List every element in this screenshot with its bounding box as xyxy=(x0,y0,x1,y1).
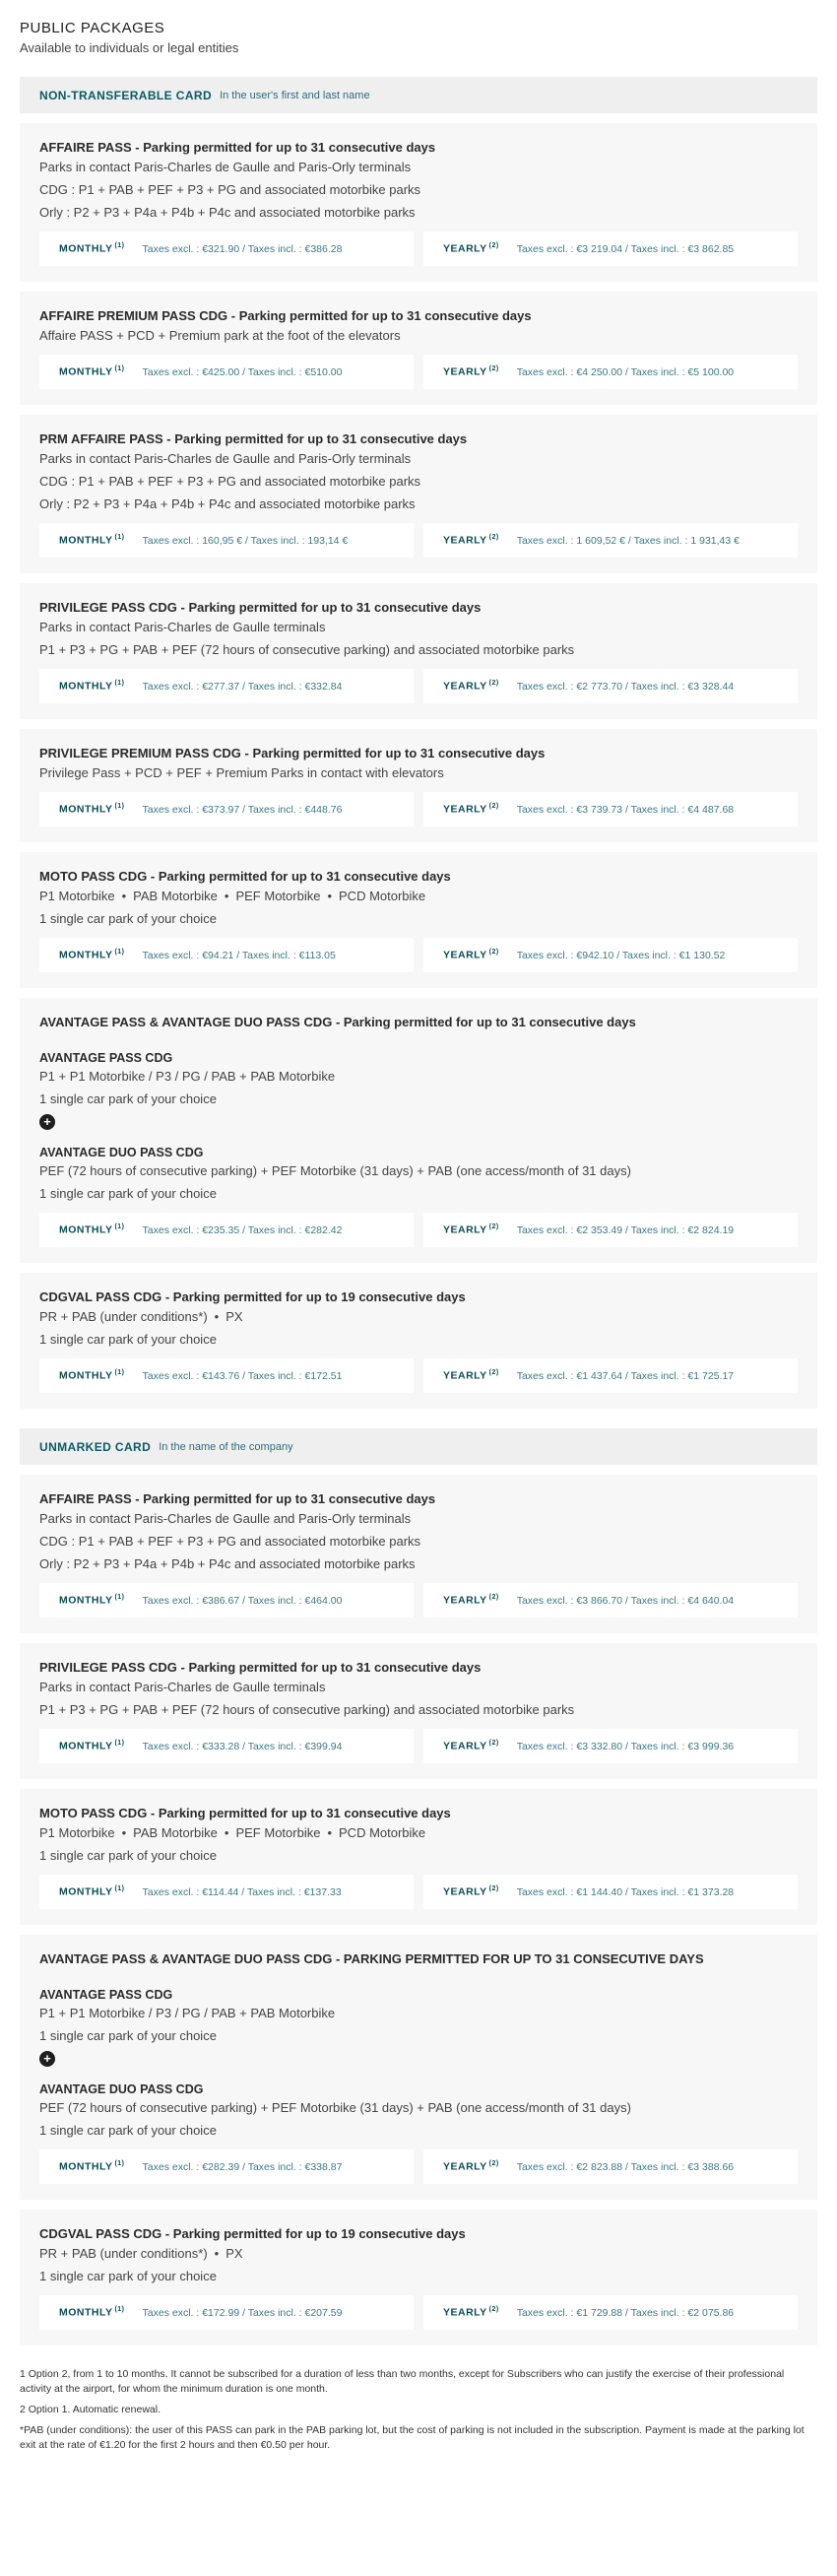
package-line: CDG : P1 + PAB + PEF + P3 + PG and associated motorbike parks xyxy=(39,182,421,197)
section-header xyxy=(20,1428,817,1465)
package-line: CDG : P1 + PAB + PEF + P3 + PG and associated motorbike parks xyxy=(39,1534,421,1549)
footnote-ref: (2) xyxy=(488,1594,499,1602)
park-item: • PX xyxy=(208,1309,243,1324)
package-line: 1 single car park of your choice xyxy=(39,911,217,926)
package-line: PEF (72 hours of consecutive parking) + PEF Motorbike (31 days) + PAB (one access/month of 31 days) xyxy=(39,1163,631,1178)
monthly-label: MONTHLY xyxy=(59,949,113,961)
package-title: MOTO PASS CDG - Parking permitted for up to 31 consecutive days xyxy=(39,869,451,884)
price-row xyxy=(39,1729,798,1763)
package-card xyxy=(20,123,817,282)
monthly-price xyxy=(39,938,414,972)
sub-package-title: AVANTAGE PASS CDG xyxy=(39,1988,173,2002)
monthly-price-value: Taxes excl. : €94.21 / Taxes incl. : €113.05 xyxy=(142,949,336,961)
section-note: In the user's first and last name xyxy=(220,89,370,101)
yearly-price xyxy=(423,938,798,972)
yearly-label: YEARLY xyxy=(443,365,487,378)
package-line: Parks in contact Paris-Charles de Gaulle terminals xyxy=(39,1680,326,1694)
package-card xyxy=(20,729,817,842)
package-line: P1 + P1 Motorbike / P3 / PG / PAB + PAB Motorbike xyxy=(39,1069,336,1084)
package-line: Parks in contact Paris-Charles de Gaulle and Paris-Orly terminals xyxy=(39,160,412,174)
package-title: PRIVILEGE PASS CDG - Parking permitted for up to 31 consecutive days xyxy=(39,600,482,615)
package-line: Privilege Pass + PCD + PEF + Premium Parks in contact with elevators xyxy=(39,765,444,780)
package-line: Parks in contact Paris-Charles de Gaulle and Paris-Orly terminals xyxy=(39,1511,412,1526)
sub-package-title: AVANTAGE PASS CDG xyxy=(39,1051,173,1065)
package-line: P1 + P3 + PG + PAB + PEF (72 hours of consecutive parking) and associated motorbike parks xyxy=(39,1702,575,1717)
footnotes xyxy=(20,2367,817,2453)
price-row xyxy=(39,523,798,558)
footnote-ref: (1) xyxy=(114,242,125,250)
price-row xyxy=(39,792,798,826)
park-list xyxy=(39,1309,798,1324)
monthly-price-value: Taxes excl. : €277.37 / Taxes incl. : €332.84 xyxy=(142,680,343,693)
package-title: PRIVILEGE PASS CDG - Parking permitted for up to 31 consecutive days xyxy=(39,1660,482,1675)
footnote-ref: (2) xyxy=(488,1885,499,1893)
monthly-price-value: Taxes excl. : 160,95 € / Taxes incl. : 193,14 € xyxy=(142,534,349,547)
footnote-ref: (2) xyxy=(488,534,499,542)
footnote-ref: (1) xyxy=(114,1223,125,1231)
yearly-price-value: Taxes excl. : €3 332.80 / Taxes incl. : €3 999.36 xyxy=(516,1740,735,1752)
monthly-price-value: Taxes excl. : €143.76 / Taxes incl. : €172.51 xyxy=(142,1369,343,1382)
yearly-price xyxy=(423,669,798,703)
monthly-price xyxy=(39,669,414,703)
footnote: 2 Option 1. Automatic renewal. xyxy=(20,2404,161,2415)
package-title: AVANTAGE PASS & AVANTAGE DUO PASS CDG - Parking permitted for up to 31 consecutive days xyxy=(39,1015,636,1029)
park-item: • PX xyxy=(208,2246,243,2261)
park-list xyxy=(39,1825,798,1840)
yearly-label: YEARLY xyxy=(443,1223,487,1236)
package-line: Affaire PASS + PCD + Premium park at the foot of the elevators xyxy=(39,328,401,343)
park-item: • PEF Motorbike xyxy=(218,1825,321,1840)
yearly-label: YEARLY xyxy=(443,534,487,547)
monthly-price xyxy=(39,2295,414,2330)
footnote: *PAB (under conditions): the user of this PASS can park in the PAB parking lot, but the cost of parking is not included in the subscription. Payment is made at the parking lot exit at the rate of €1.20 for the first 2 hours and then €0.50 per hour. xyxy=(20,2424,805,2451)
package-line: Parks in contact Paris-Charles de Gaulle terminals xyxy=(39,620,326,634)
footnote-ref: (2) xyxy=(488,365,499,373)
price-row xyxy=(39,2295,798,2330)
price-row xyxy=(39,1875,798,1909)
footnote-ref: (1) xyxy=(114,1885,125,1893)
section-title: NON-TRANSFERABLE CARD xyxy=(39,88,213,102)
monthly-label: MONTHLY xyxy=(59,365,113,378)
price-row xyxy=(39,938,798,972)
package-title: AFFAIRE PASS - Parking permitted for up to 31 consecutive days xyxy=(39,140,436,155)
monthly-label: MONTHLY xyxy=(59,1223,113,1236)
monthly-label: MONTHLY xyxy=(59,1369,113,1382)
footnote-ref: (1) xyxy=(114,949,125,957)
package-line: 1 single car park of your choice xyxy=(39,1091,217,1106)
page-title: PUBLIC PACKAGES xyxy=(20,20,165,36)
package-line: Orly : P2 + P3 + P4a + P4b + P4c and associated motorbike parks xyxy=(39,496,416,511)
yearly-price-value: Taxes excl. : €2 823.88 / Taxes incl. : €3 388.66 xyxy=(516,2160,735,2173)
package-card xyxy=(20,1475,817,1633)
section-title: UNMARKED CARD xyxy=(39,1439,152,1454)
park-list xyxy=(39,2246,798,2261)
package-card xyxy=(20,1789,817,1925)
yearly-price-value: Taxes excl. : €3 219.04 / Taxes incl. : €3 862.85 xyxy=(516,242,735,255)
monthly-label: MONTHLY xyxy=(59,2160,113,2173)
package-title: AFFAIRE PREMIUM PASS CDG - Parking permitted for up to 31 consecutive days xyxy=(39,308,532,323)
yearly-price xyxy=(423,231,798,266)
price-row xyxy=(39,2149,798,2184)
package-card xyxy=(20,292,817,405)
footnote-ref: (1) xyxy=(114,1740,125,1748)
monthly-price-value: Taxes excl. : €373.97 / Taxes incl. : €448.76 xyxy=(142,803,343,816)
monthly-price-value: Taxes excl. : €333.28 / Taxes incl. : €399.94 xyxy=(142,1740,343,1752)
section-non-transferable xyxy=(20,77,817,1409)
package-card xyxy=(20,583,817,719)
section-unmarked xyxy=(20,1428,817,2345)
yearly-price xyxy=(423,1729,798,1763)
package-line: 1 single car park of your choice xyxy=(39,1332,217,1347)
sub-package-title: AVANTAGE DUO PASS CDG xyxy=(39,1146,204,1159)
footnote: 1 Option 2, from 1 to 10 months. It cannot be subscribed for a duration of less than two months, except for Subscribers who can justify the exercise of their professional activity at the airport, for whom the minimum duration is one month. xyxy=(20,2368,785,2395)
package-line: 1 single car park of your choice xyxy=(39,2123,217,2138)
package-card xyxy=(20,1935,817,2200)
yearly-price xyxy=(423,2149,798,2184)
footnote-ref: (1) xyxy=(114,803,125,811)
yearly-price xyxy=(423,355,798,389)
monthly-price xyxy=(39,792,414,826)
price-row xyxy=(39,355,798,389)
yearly-label: YEARLY xyxy=(443,949,487,961)
price-row xyxy=(39,669,798,703)
park-item: • PCD Motorbike xyxy=(320,1825,425,1840)
monthly-price xyxy=(39,1213,414,1247)
footnote-ref: (2) xyxy=(488,242,499,250)
package-line: CDG : P1 + PAB + PEF + P3 + PG and associated motorbike parks xyxy=(39,474,421,489)
package-title: AFFAIRE PASS - Parking permitted for up to 31 consecutive days xyxy=(39,1491,436,1506)
footnote-ref: (1) xyxy=(114,365,125,373)
footnote-ref: (2) xyxy=(488,2306,499,2314)
section-header xyxy=(20,77,817,113)
footnote-ref: (1) xyxy=(114,680,125,688)
package-card xyxy=(20,852,817,988)
yearly-price xyxy=(423,1358,798,1393)
monthly-price xyxy=(39,1729,414,1763)
package-card xyxy=(20,1643,817,1779)
section-note: In the name of the company xyxy=(159,1440,293,1453)
monthly-label: MONTHLY xyxy=(59,242,113,255)
yearly-price xyxy=(423,792,798,826)
monthly-price xyxy=(39,1875,414,1909)
monthly-label: MONTHLY xyxy=(59,534,113,547)
footnote-ref: (2) xyxy=(488,2160,499,2168)
park-item: • PAB Motorbike xyxy=(115,889,218,903)
package-title: AVANTAGE PASS & AVANTAGE DUO PASS CDG - PARKING PERMITTED FOR UP TO 31 CONSECUTIVE DAYS xyxy=(39,1951,704,1966)
monthly-price xyxy=(39,1358,414,1393)
yearly-price-value: Taxes excl. : €2 773.70 / Taxes incl. : €3 328.44 xyxy=(516,680,735,693)
package-card xyxy=(20,415,817,573)
yearly-price xyxy=(423,1583,798,1618)
package-card xyxy=(20,998,817,1263)
footnote-ref: (1) xyxy=(114,534,125,542)
yearly-price-value: Taxes excl. : €3 866.70 / Taxes incl. : €4 640.04 xyxy=(516,1594,735,1607)
footnote-ref: (1) xyxy=(114,2160,125,2168)
monthly-price xyxy=(39,1583,414,1618)
package-title: CDGVAL PASS CDG - Parking permitted for up to 19 consecutive days xyxy=(39,1289,466,1304)
yearly-price-value: Taxes excl. : €1 144.40 / Taxes incl. : €1 373.28 xyxy=(516,1885,735,1898)
monthly-label: MONTHLY xyxy=(59,680,113,693)
park-item: PR + PAB (under conditions*) xyxy=(39,2246,208,2261)
yearly-price xyxy=(423,1875,798,1909)
yearly-label: YEARLY xyxy=(443,803,487,816)
footnote-ref: (1) xyxy=(114,1594,125,1602)
monthly-label: MONTHLY xyxy=(59,2306,113,2319)
package-line: 1 single car park of your choice xyxy=(39,2028,217,2043)
monthly-price xyxy=(39,523,414,558)
monthly-price-value: Taxes excl. : €114.44 / Taxes incl. : €137.33 xyxy=(142,1885,342,1898)
price-row xyxy=(39,1213,798,1247)
footnote-ref: (1) xyxy=(114,2306,125,2314)
yearly-label: YEARLY xyxy=(443,1594,487,1607)
yearly-label: YEARLY xyxy=(443,680,487,693)
package-card xyxy=(20,1273,817,1409)
price-row xyxy=(39,231,798,266)
package-title: PRM AFFAIRE PASS - Parking permitted for up to 31 consecutive days xyxy=(39,431,468,446)
package-line: 1 single car park of your choice xyxy=(39,1848,217,1863)
yearly-price-value: Taxes excl. : €4 250.00 / Taxes incl. : €5 100.00 xyxy=(516,365,735,378)
yearly-label: YEARLY xyxy=(443,1885,487,1898)
monthly-price xyxy=(39,2149,414,2184)
footnote-ref: (2) xyxy=(488,1369,499,1377)
package-line: 1 single car park of your choice xyxy=(39,2269,217,2283)
yearly-price xyxy=(423,2295,798,2330)
package-card xyxy=(20,2210,817,2345)
page-subtitle: Available to individuals or legal entities xyxy=(20,40,239,55)
footnote-ref: (2) xyxy=(488,680,499,688)
plus-icon: + xyxy=(39,2051,55,2067)
yearly-price-value: Taxes excl. : €2 353.49 / Taxes incl. : €2 824.19 xyxy=(516,1223,735,1236)
footnote-ref: (2) xyxy=(488,1740,499,1748)
yearly-label: YEARLY xyxy=(443,242,487,255)
sub-package-title: AVANTAGE DUO PASS CDG xyxy=(39,2082,204,2096)
monthly-label: MONTHLY xyxy=(59,1594,113,1607)
yearly-price xyxy=(423,523,798,558)
yearly-price-value: Taxes excl. : €1 729.88 / Taxes incl. : €2 075.86 xyxy=(516,2306,735,2319)
plus-icon: + xyxy=(39,1114,55,1130)
monthly-price-value: Taxes excl. : €172.99 / Taxes incl. : €207.59 xyxy=(142,2306,343,2319)
footnote-ref: (2) xyxy=(488,803,499,811)
monthly-label: MONTHLY xyxy=(59,1885,113,1898)
park-item: P1 Motorbike xyxy=(39,1825,115,1840)
park-item: P1 Motorbike xyxy=(39,889,115,903)
monthly-price-value: Taxes excl. : €386.67 / Taxes incl. : €464.00 xyxy=(142,1594,343,1607)
footnote-ref: (1) xyxy=(114,1369,125,1377)
park-item: • PEF Motorbike xyxy=(218,889,321,903)
package-line: P1 + P1 Motorbike / P3 / PG / PAB + PAB Motorbike xyxy=(39,2006,336,2020)
monthly-price xyxy=(39,355,414,389)
monthly-price xyxy=(39,231,414,266)
footnote-ref: (2) xyxy=(488,1223,499,1231)
park-item: • PAB Motorbike xyxy=(115,1825,218,1840)
package-line: 1 single car park of your choice xyxy=(39,1186,217,1201)
footnote-ref: (2) xyxy=(488,949,499,957)
yearly-label: YEARLY xyxy=(443,2306,487,2319)
monthly-price-value: Taxes excl. : €282.39 / Taxes incl. : €338.87 xyxy=(142,2160,343,2173)
park-item: PR + PAB (under conditions*) xyxy=(39,1309,208,1324)
package-line: PEF (72 hours of consecutive parking) + PEF Motorbike (31 days) + PAB (one access/month of 31 days) xyxy=(39,2100,631,2115)
package-line: Orly : P2 + P3 + P4a + P4b + P4c and associated motorbike parks xyxy=(39,1556,416,1571)
yearly-label: YEARLY xyxy=(443,2160,487,2173)
yearly-price-value: Taxes excl. : €942.10 / Taxes incl. : €1 130.52 xyxy=(516,949,726,961)
monthly-price-value: Taxes excl. : €235.35 / Taxes incl. : €282.42 xyxy=(142,1223,343,1236)
package-title: PRIVILEGE PREMIUM PASS CDG - Parking permitted for up to 31 consecutive days xyxy=(39,746,546,760)
yearly-label: YEARLY xyxy=(443,1740,487,1752)
price-row xyxy=(39,1358,798,1393)
yearly-price xyxy=(423,1213,798,1247)
yearly-label: YEARLY xyxy=(443,1369,487,1382)
yearly-price-value: Taxes excl. : 1 609,52 € / Taxes incl. : 1 931,43 € xyxy=(516,534,740,547)
package-title: CDGVAL PASS CDG - Parking permitted for up to 19 consecutive days xyxy=(39,2226,466,2241)
monthly-price-value: Taxes excl. : €321.90 / Taxes incl. : €386.28 xyxy=(142,242,343,255)
monthly-price-value: Taxes excl. : €425.00 / Taxes incl. : €510.00 xyxy=(142,365,343,378)
price-row xyxy=(39,1583,798,1618)
package-line: Orly : P2 + P3 + P4a + P4b + P4c and associated motorbike parks xyxy=(39,205,416,220)
monthly-label: MONTHLY xyxy=(59,1740,113,1752)
package-title: MOTO PASS CDG - Parking permitted for up to 31 consecutive days xyxy=(39,1806,451,1820)
yearly-price-value: Taxes excl. : €1 437.64 / Taxes incl. : €1 725.17 xyxy=(516,1369,735,1382)
park-list xyxy=(39,889,798,903)
park-item: • PCD Motorbike xyxy=(320,889,425,903)
package-line: P1 + P3 + PG + PAB + PEF (72 hours of consecutive parking) and associated motorbike parks xyxy=(39,642,575,657)
yearly-price-value: Taxes excl. : €3 739.73 / Taxes incl. : €4 487.68 xyxy=(516,803,735,816)
monthly-label: MONTHLY xyxy=(59,803,113,816)
package-line: Parks in contact Paris-Charles de Gaulle and Paris-Orly terminals xyxy=(39,451,412,466)
